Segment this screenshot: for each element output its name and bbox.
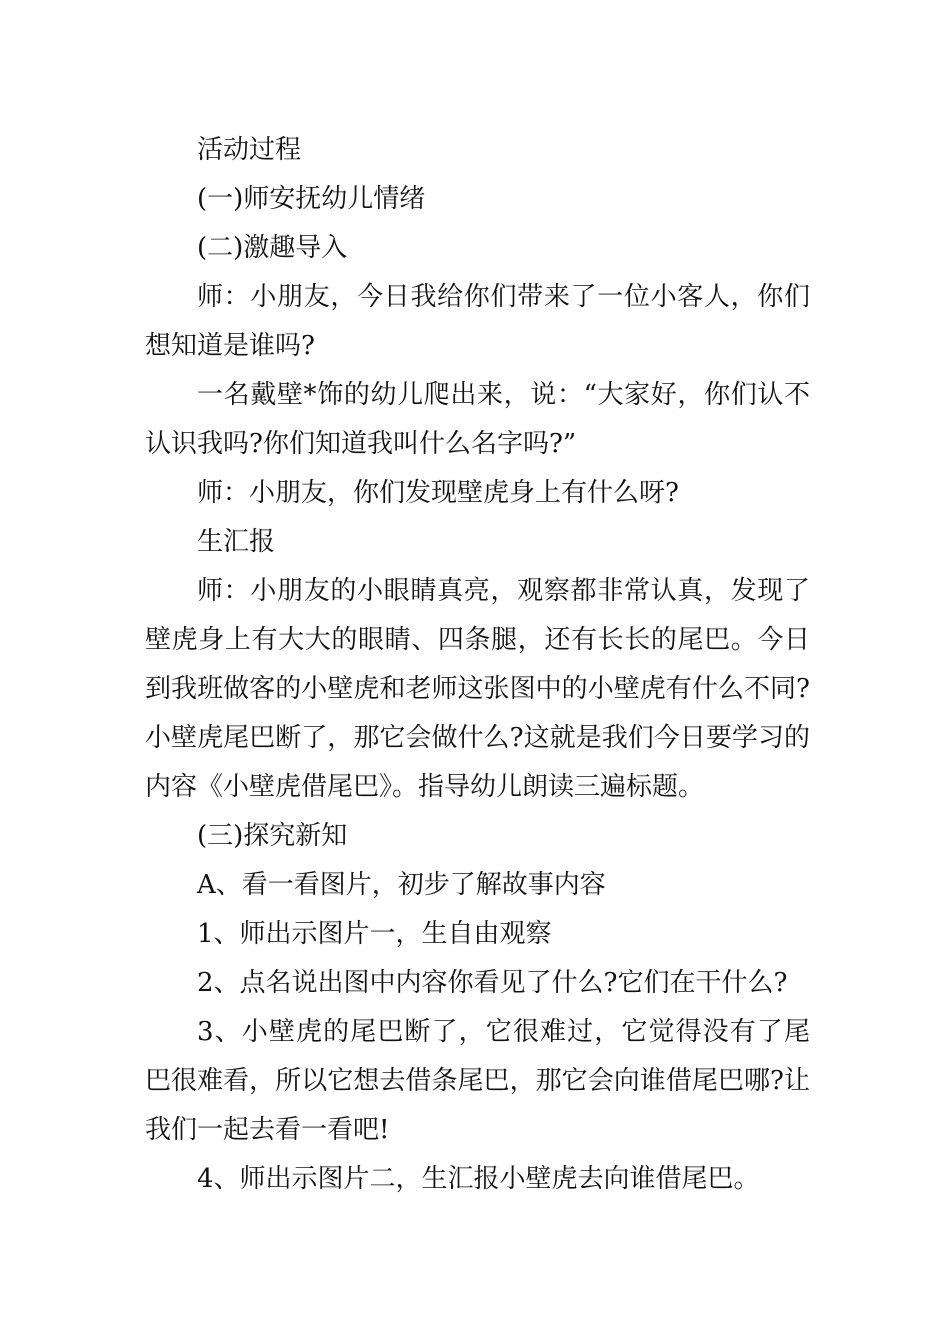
list-item: 3、小壁虎的尾巴断了，它很难过，它觉得没有了尾巴很难看，所以它想去借条尾巴，那它会向谁借尾巴哪?让我们一起去看一看吧! [145, 1017, 810, 1145]
paragraph: 生汇报 [197, 527, 276, 557]
list-item: 1、师出示图片一，生自由观察 [197, 919, 552, 949]
paragraph: 师：小朋友，你们发现壁虎身上有什么呀? [197, 478, 679, 508]
paragraph: 师：小朋友，今日我给你们带来了一位小客人，你们想知道是谁吗? [145, 282, 810, 361]
paragraph: 师：小朋友的小眼睛真亮，观察都非常认真，发现了壁虎身上有大大的眼睛、四条腿，还有长长的尾巴。今日到我班做客的小壁虎和老师这张图中的小壁虎有什么不同?小壁虎尾巴断了，那它会做什么?这就是我们今日要学习的内容《小壁虎借尾巴》。指导幼儿朗读三遍标题。 [145, 576, 810, 802]
heading-activity-process: 活动过程 [197, 135, 302, 165]
document-body [145, 126, 810, 1204]
list-item: 4、师出示图片二，生汇报小壁虎去向谁借尾巴。 [197, 1164, 760, 1194]
section-heading-1: (一)师安抚幼儿情绪 [197, 184, 426, 214]
list-item: 2、点名说出图中内容你看见了什么?它们在干什么? [197, 968, 788, 998]
subsection-heading-a: A、看一看图片，初步了解故事内容 [197, 870, 606, 900]
section-heading-2: (二)激趣导入 [197, 233, 348, 263]
paragraph: 一名戴壁*饰的幼儿爬出来，说：“大家好，你们认不认识我吗?你们知道我叫什么名字吗?” [145, 380, 810, 459]
section-heading-3: (三)探究新知 [197, 821, 348, 851]
